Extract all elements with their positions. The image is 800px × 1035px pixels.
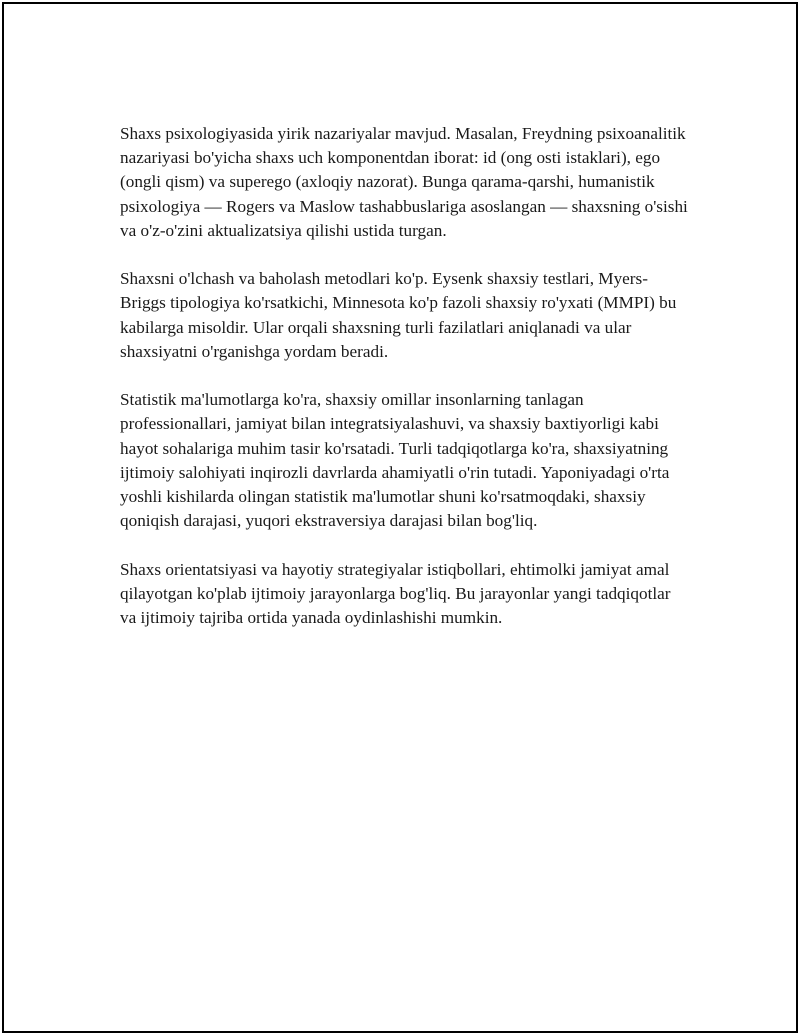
paragraph-2: Shaxsni o'lchash va baholash metodlari ko'p. Eysenk shaxsiy testlari, Myers-Briggs tipologiya ko'rsatkichi, Minnesota ko'p fazoli shaxsiy ro'yxati (MMPI) bu kabilarga misoldir. Ular orqali shaxsning turli fazilatlari aniqlanadi va ular shaxsiyatni o'rganishga yordam beradi. (120, 269, 677, 361)
paragraph-4: Shaxs orientatsiyasi va hayotiy strategiyalar istiqbollari, ehtimolki jamiyat amal qilayotgan ko'plab ijtimoiy jarayonlarga bog'liq. Bu jarayonlar yangi tadqiqotlar va ijtimoiy tajriba ortida yanada oydinlashishi mumkin. (120, 559, 671, 628)
paragraph-3: Statistik ma'lumotlarga ko'ra, shaxsiy omillar insonlarning tanlagan professionallari, jamiyat bilan integratsiyalashuvi, va shaxsiy baxtiyorligi kabi hayot sohalariga muhim tasir ko'rsatadi. Turli tadqiqotlarga ko'ra, shaxsiyatning ijtimoiy salohiyati inqirozli davrlarda ahamiyatli o'rin tutadi. Yaponiyadagi o'rta yoshli kishilarda olingan statistik ma'lumotlar shuni ko'rsatmoqdaki, shaxsiy qoniqish darajasi, yuqori ekstraversiya darajasi bilan bog'liq. (120, 390, 670, 531)
page-frame (2, 2, 798, 1033)
paragraph-1: Shaxs psixologiyasida yirik nazariyalar mavjud. Masalan, Freydning psixoanalitik nazariyasi bo'yicha shaxs uch komponentdan iborat: id (ong osti istaklari), ego (ongli qism) va superego (axloqiy nazorat). Bunga qarama-qarshi, humanistik psixologiya — Rogers va Maslow tashabbuslariga asoslangan — shaxsning o'sishi va o'z-o'zini aktualizatsiya qilishi ustida turgan. (120, 124, 688, 240)
document-body (120, 122, 690, 654)
